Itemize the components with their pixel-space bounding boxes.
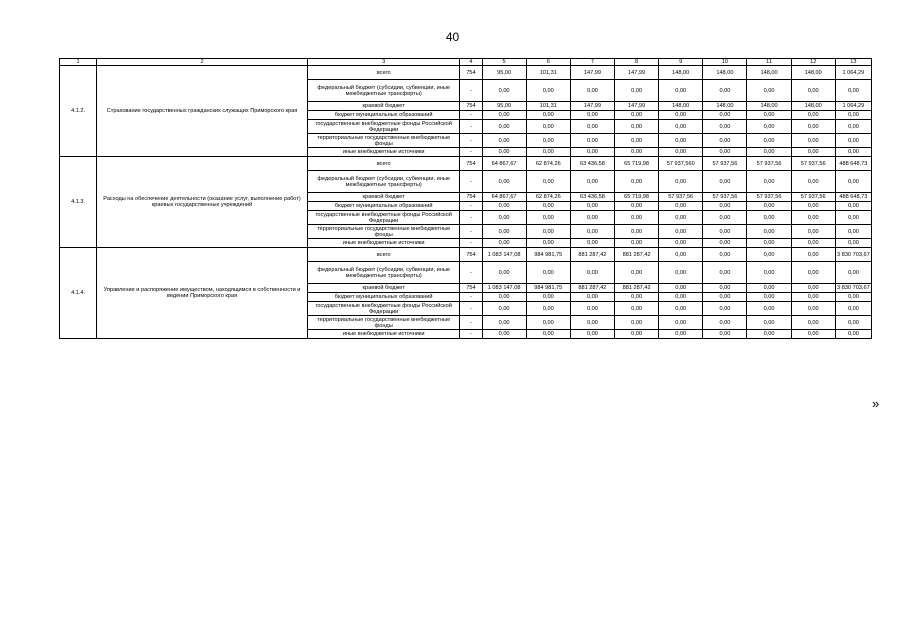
- amount-cell: 148,00: [703, 102, 747, 111]
- amount-cell: 57 937,56: [791, 157, 835, 171]
- amount-cell: 0,00: [703, 284, 747, 293]
- admin-code: -: [460, 80, 482, 102]
- amount-cell: 62 874,26: [526, 193, 570, 202]
- amount-cell: 0,00: [570, 148, 614, 157]
- amount-cell: 0,00: [570, 171, 614, 193]
- amount-cell: 57 937,56: [791, 193, 835, 202]
- amount-cell: 57 937,56: [659, 193, 703, 202]
- amount-cell: 0,00: [615, 225, 659, 239]
- amount-cell: 0,00: [747, 80, 791, 102]
- amount-cell: 0,00: [659, 316, 703, 330]
- amount-cell: 0,00: [570, 330, 614, 339]
- header-cell: 12: [791, 59, 835, 66]
- amount-cell: 0,00: [482, 330, 526, 339]
- amount-cell: 0,00: [482, 134, 526, 148]
- amount-cell: 0,00: [703, 111, 747, 120]
- amount-cell: 0,00: [747, 284, 791, 293]
- admin-code: -: [460, 148, 482, 157]
- amount-cell: 0,00: [703, 171, 747, 193]
- amount-cell: 0,00: [615, 239, 659, 248]
- amount-cell: 0,00: [659, 134, 703, 148]
- amount-cell: 0,00: [835, 80, 871, 102]
- funding-source: всего: [307, 66, 460, 80]
- amount-cell: 64 867,67: [482, 157, 526, 171]
- amount-cell: 0,00: [835, 316, 871, 330]
- amount-cell: 0,00: [835, 293, 871, 302]
- amount-cell: 0,00: [747, 316, 791, 330]
- amount-cell: 0,00: [526, 302, 570, 316]
- amount-cell: 0,00: [570, 202, 614, 211]
- amount-cell: 0,00: [482, 111, 526, 120]
- section-code: 4.1.3.: [60, 157, 97, 248]
- amount-cell: 63 436,58: [570, 157, 614, 171]
- amount-cell: 0,00: [526, 80, 570, 102]
- amount-cell: 0,00: [526, 262, 570, 284]
- admin-code: -: [460, 293, 482, 302]
- amount-cell: 0,00: [526, 211, 570, 225]
- amount-cell: 0,00: [615, 120, 659, 134]
- amount-cell: 0,00: [659, 148, 703, 157]
- amount-cell: 0,00: [659, 248, 703, 262]
- amount-cell: 148,00: [703, 66, 747, 80]
- amount-cell: 0,00: [570, 293, 614, 302]
- amount-cell: 0,00: [659, 262, 703, 284]
- amount-cell: 148,00: [791, 66, 835, 80]
- header-cell: 9: [659, 59, 703, 66]
- amount-cell: 488 648,73: [835, 193, 871, 202]
- amount-cell: 0,00: [791, 330, 835, 339]
- amount-cell: 0,00: [703, 293, 747, 302]
- funding-source: федеральный бюджет (субсидии, субвенции, иные межбюджетные трансферты): [307, 171, 460, 193]
- header-row: [60, 59, 872, 66]
- amount-cell: 0,00: [482, 120, 526, 134]
- amount-cell: 0,00: [747, 302, 791, 316]
- amount-cell: 0,00: [659, 120, 703, 134]
- amount-cell: 0,00: [747, 120, 791, 134]
- amount-cell: 0,00: [791, 248, 835, 262]
- amount-cell: 0,00: [703, 202, 747, 211]
- table-row: [60, 248, 872, 262]
- admin-code: -: [460, 302, 482, 316]
- amount-cell: 0,00: [791, 134, 835, 148]
- amount-cell: 0,00: [835, 171, 871, 193]
- amount-cell: 0,00: [659, 202, 703, 211]
- amount-cell: 0,00: [835, 148, 871, 157]
- budget-table-body: [60, 59, 872, 339]
- funding-source: территориальные государственные внебюджетные фонды: [307, 225, 460, 239]
- amount-cell: 64 867,67: [482, 193, 526, 202]
- amount-cell: 95,00: [482, 102, 526, 111]
- amount-cell: 0,00: [791, 80, 835, 102]
- amount-cell: 0,00: [791, 293, 835, 302]
- amount-cell: 0,00: [703, 225, 747, 239]
- amount-cell: 0,00: [835, 239, 871, 248]
- admin-code: -: [460, 171, 482, 193]
- amount-cell: 148,00: [659, 102, 703, 111]
- amount-cell: 0,00: [615, 302, 659, 316]
- amount-cell: 0,00: [526, 330, 570, 339]
- amount-cell: 0,00: [526, 239, 570, 248]
- amount-cell: 0,00: [791, 202, 835, 211]
- amount-cell: 62 874,26: [526, 157, 570, 171]
- funding-source: краевой бюджет: [307, 102, 460, 111]
- header-cell: 6: [526, 59, 570, 66]
- admin-code: -: [460, 225, 482, 239]
- amount-cell: 0,00: [615, 134, 659, 148]
- funding-source: иные внебюджетные источники: [307, 239, 460, 248]
- funding-source: всего: [307, 248, 460, 262]
- amount-cell: 0,00: [615, 262, 659, 284]
- header-cell: 3: [307, 59, 460, 66]
- admin-code: -: [460, 120, 482, 134]
- amount-cell: 0,00: [482, 293, 526, 302]
- amount-cell: 65 719,98: [615, 193, 659, 202]
- table-row: [60, 66, 872, 80]
- amount-cell: 0,00: [570, 134, 614, 148]
- amount-cell: 881 287,42: [615, 248, 659, 262]
- amount-cell: 0,00: [747, 330, 791, 339]
- amount-cell: 0,00: [703, 248, 747, 262]
- amount-cell: 0,00: [659, 330, 703, 339]
- amount-cell: 0,00: [659, 111, 703, 120]
- admin-code: 754: [460, 248, 482, 262]
- amount-cell: 0,00: [526, 316, 570, 330]
- amount-cell: 147,99: [615, 102, 659, 111]
- amount-cell: 0,00: [659, 80, 703, 102]
- funding-source: бюджет муниципальных образований: [307, 293, 460, 302]
- amount-cell: 0,00: [703, 134, 747, 148]
- amount-cell: 0,00: [703, 211, 747, 225]
- amount-cell: 0,00: [570, 225, 614, 239]
- amount-cell: 0,00: [791, 225, 835, 239]
- amount-cell: 0,00: [835, 262, 871, 284]
- amount-cell: 0,00: [835, 211, 871, 225]
- amount-cell: 0,00: [703, 316, 747, 330]
- amount-cell: 0,00: [482, 148, 526, 157]
- amount-cell: 0,00: [482, 80, 526, 102]
- amount-cell: 0,00: [747, 134, 791, 148]
- amount-cell: 0,00: [659, 302, 703, 316]
- amount-cell: 0,00: [703, 330, 747, 339]
- amount-cell: 0,00: [835, 302, 871, 316]
- header-cell: 8: [615, 59, 659, 66]
- table-row: [60, 157, 872, 171]
- admin-code: 754: [460, 157, 482, 171]
- amount-cell: 0,00: [747, 248, 791, 262]
- amount-cell: 0,00: [703, 239, 747, 248]
- admin-code: -: [460, 134, 482, 148]
- admin-code: -: [460, 111, 482, 120]
- amount-cell: 0,00: [791, 302, 835, 316]
- funding-source: бюджет муниципальных образований: [307, 202, 460, 211]
- amount-cell: 101,31: [526, 66, 570, 80]
- section-code: 4.1.2.: [60, 66, 97, 157]
- amount-cell: 0,00: [570, 239, 614, 248]
- amount-cell: 0,00: [526, 202, 570, 211]
- amount-cell: 881 287,42: [570, 284, 614, 293]
- amount-cell: 0,00: [791, 148, 835, 157]
- amount-cell: 0,00: [482, 262, 526, 284]
- amount-cell: 148,00: [791, 102, 835, 111]
- amount-cell: 0,00: [747, 202, 791, 211]
- amount-cell: 0,00: [570, 302, 614, 316]
- header-cell: 4: [460, 59, 482, 66]
- amount-cell: 0,00: [747, 225, 791, 239]
- funding-source: краевой бюджет: [307, 193, 460, 202]
- amount-cell: 148,00: [659, 66, 703, 80]
- funding-source: федеральный бюджет (субсидии, субвенции, иные межбюджетные трансферты): [307, 262, 460, 284]
- funding-source: территориальные государственные внебюджетные фонды: [307, 316, 460, 330]
- amount-cell: 148,00: [747, 66, 791, 80]
- amount-cell: 0,00: [570, 211, 614, 225]
- amount-cell: 0,00: [659, 225, 703, 239]
- amount-cell: 1 083 147,08: [482, 284, 526, 293]
- funding-source: государственные внебюджетные фонды Российской Федерации: [307, 211, 460, 225]
- amount-cell: 0,00: [835, 330, 871, 339]
- amount-cell: 0,00: [615, 80, 659, 102]
- amount-cell: 0,00: [482, 225, 526, 239]
- amount-cell: 0,00: [791, 120, 835, 134]
- amount-cell: 0,00: [659, 293, 703, 302]
- closing-quote: »: [872, 396, 880, 411]
- admin-code: -: [460, 316, 482, 330]
- funding-source: краевой бюджет: [307, 284, 460, 293]
- amount-cell: 57 937,560: [659, 157, 703, 171]
- header-cell: 1: [60, 59, 97, 66]
- amount-cell: 0,00: [703, 148, 747, 157]
- amount-cell: 0,00: [791, 239, 835, 248]
- header-cell: 5: [482, 59, 526, 66]
- amount-cell: 0,00: [835, 225, 871, 239]
- amount-cell: 0,00: [526, 293, 570, 302]
- amount-cell: 3 830 703,67: [837, 285, 870, 291]
- admin-code: 754: [460, 284, 482, 293]
- amount-cell: 0,00: [703, 120, 747, 134]
- page-number: 40: [445, 30, 460, 44]
- amount-cell: 0,00: [835, 202, 871, 211]
- funding-source: государственные внебюджетные фонды Российской Федерации: [307, 302, 460, 316]
- amount-cell: 0,00: [482, 316, 526, 330]
- funding-source: иные внебюджетные источники: [307, 330, 460, 339]
- amount-cell: 101,31: [526, 102, 570, 111]
- amount-cell: 0,00: [791, 284, 835, 293]
- amount-cell: 1 083 147,08: [482, 248, 526, 262]
- amount-cell: 0,00: [570, 262, 614, 284]
- amount-cell: 0,00: [791, 211, 835, 225]
- header-cell: 10: [703, 59, 747, 66]
- amount-cell: 0,00: [482, 239, 526, 248]
- amount-cell: 57 937,56: [703, 193, 747, 202]
- amount-cell: 881 287,42: [615, 284, 659, 293]
- amount-cell: 147,99: [615, 66, 659, 80]
- amount-cell: 0,00: [747, 171, 791, 193]
- amount-cell: 0,00: [615, 202, 659, 211]
- amount-cell: 0,00: [570, 120, 614, 134]
- section-name: Управление и распоряжение имуществом, находящимся в собственности и ведении Приморского края: [97, 248, 308, 339]
- amount-cell: 63 436,58: [570, 193, 614, 202]
- funding-source: территориальные государственные внебюджетные фонды: [307, 134, 460, 148]
- amount-cell: 984 981,75: [526, 284, 570, 293]
- amount-cell: 0,00: [615, 330, 659, 339]
- amount-cell: 0,00: [482, 171, 526, 193]
- funding-source: государственные внебюджетные фонды Российской Федерации: [307, 120, 460, 134]
- amount-cell: 0,00: [835, 120, 871, 134]
- amount-cell: 0,00: [526, 225, 570, 239]
- amount-cell: 0,00: [659, 239, 703, 248]
- amount-cell: 0,00: [747, 211, 791, 225]
- amount-cell: 0,00: [835, 111, 871, 120]
- amount-cell: 3 830 703,67: [835, 248, 871, 262]
- amount-cell: 1 064,29: [835, 66, 871, 80]
- amount-cell: 0,00: [615, 316, 659, 330]
- amount-cell: 57 937,56: [703, 157, 747, 171]
- budget-table: [59, 58, 872, 339]
- amount-cell: 147,99: [570, 102, 614, 111]
- amount-cell: 95,00: [482, 66, 526, 80]
- admin-code: -: [460, 202, 482, 211]
- amount-cell: 147,99: [570, 66, 614, 80]
- amount-cell: 0,00: [615, 148, 659, 157]
- amount-cell: 0,00: [791, 111, 835, 120]
- amount-cell: 0,00: [526, 120, 570, 134]
- amount-cell: 0,00: [615, 293, 659, 302]
- amount-cell: 0,00: [526, 134, 570, 148]
- amount-cell: 0,00: [615, 211, 659, 225]
- amount-cell: 0,00: [659, 211, 703, 225]
- amount-cell: 0,00: [791, 262, 835, 284]
- header-cell: 11: [747, 59, 791, 66]
- amount-cell: 0,00: [482, 302, 526, 316]
- admin-code: -: [460, 239, 482, 248]
- admin-code: 754: [460, 102, 482, 111]
- amount-cell: 57 937,56: [747, 157, 791, 171]
- amount-cell: 0,00: [570, 111, 614, 120]
- amount-cell: 1 064,29: [835, 102, 871, 111]
- admin-code: -: [460, 262, 482, 284]
- admin-code: -: [460, 330, 482, 339]
- amount-cell: 0,00: [526, 148, 570, 157]
- amount-cell: 984 981,75: [526, 248, 570, 262]
- admin-code: 754: [460, 193, 482, 202]
- admin-code: 754: [460, 66, 482, 80]
- section-code: 4.1.4.: [60, 248, 97, 339]
- amount-cell: 0,00: [747, 148, 791, 157]
- amount-cell: 0,00: [526, 171, 570, 193]
- amount-cell: 0,00: [703, 262, 747, 284]
- amount-cell: 0,00: [703, 80, 747, 102]
- funding-source: всего: [307, 157, 460, 171]
- amount-cell: 0,00: [747, 293, 791, 302]
- amount-cell: 0,00: [659, 284, 703, 293]
- funding-source: иные внебюджетные источники: [307, 148, 460, 157]
- amount-cell: 0,00: [747, 262, 791, 284]
- amount-cell: 0,00: [570, 316, 614, 330]
- amount-cell: 0,00: [482, 202, 526, 211]
- amount-cell: 0,00: [703, 302, 747, 316]
- amount-cell: 0,00: [659, 171, 703, 193]
- amount-cell: 0,00: [570, 80, 614, 102]
- header-cell: 7: [570, 59, 614, 66]
- funding-source: бюджет муниципальных образований: [307, 111, 460, 120]
- amount-cell: 65 719,98: [615, 157, 659, 171]
- amount-cell: 0,00: [835, 134, 871, 148]
- amount-cell: 0,00: [482, 211, 526, 225]
- header-cell: 2: [97, 59, 308, 66]
- funding-source: федеральный бюджет (субсидии, субвенции, иные межбюджетные трансферты): [307, 80, 460, 102]
- amount-cell: 0,00: [791, 316, 835, 330]
- amount-cell: 57 937,56: [747, 193, 791, 202]
- admin-code: -: [460, 211, 482, 225]
- section-name: Расходы на обеспечение деятельности (оказание услуг, выполнение работ) краевых государственных учреждений: [97, 157, 308, 248]
- section-name: Страхование государственных гражданских служащих Приморского края: [97, 66, 308, 157]
- amount-cell: 0,00: [747, 239, 791, 248]
- amount-cell: 881 287,42: [570, 248, 614, 262]
- header-cell: 13: [835, 59, 871, 66]
- amount-cell: 148,00: [747, 102, 791, 111]
- amount-cell: 0,00: [615, 171, 659, 193]
- amount-cell: 0,00: [747, 111, 791, 120]
- amount-cell: 0,00: [615, 111, 659, 120]
- amount-cell: 0,00: [791, 171, 835, 193]
- amount-cell: 0,00: [526, 111, 570, 120]
- amount-cell: 488 648,73: [835, 157, 871, 171]
